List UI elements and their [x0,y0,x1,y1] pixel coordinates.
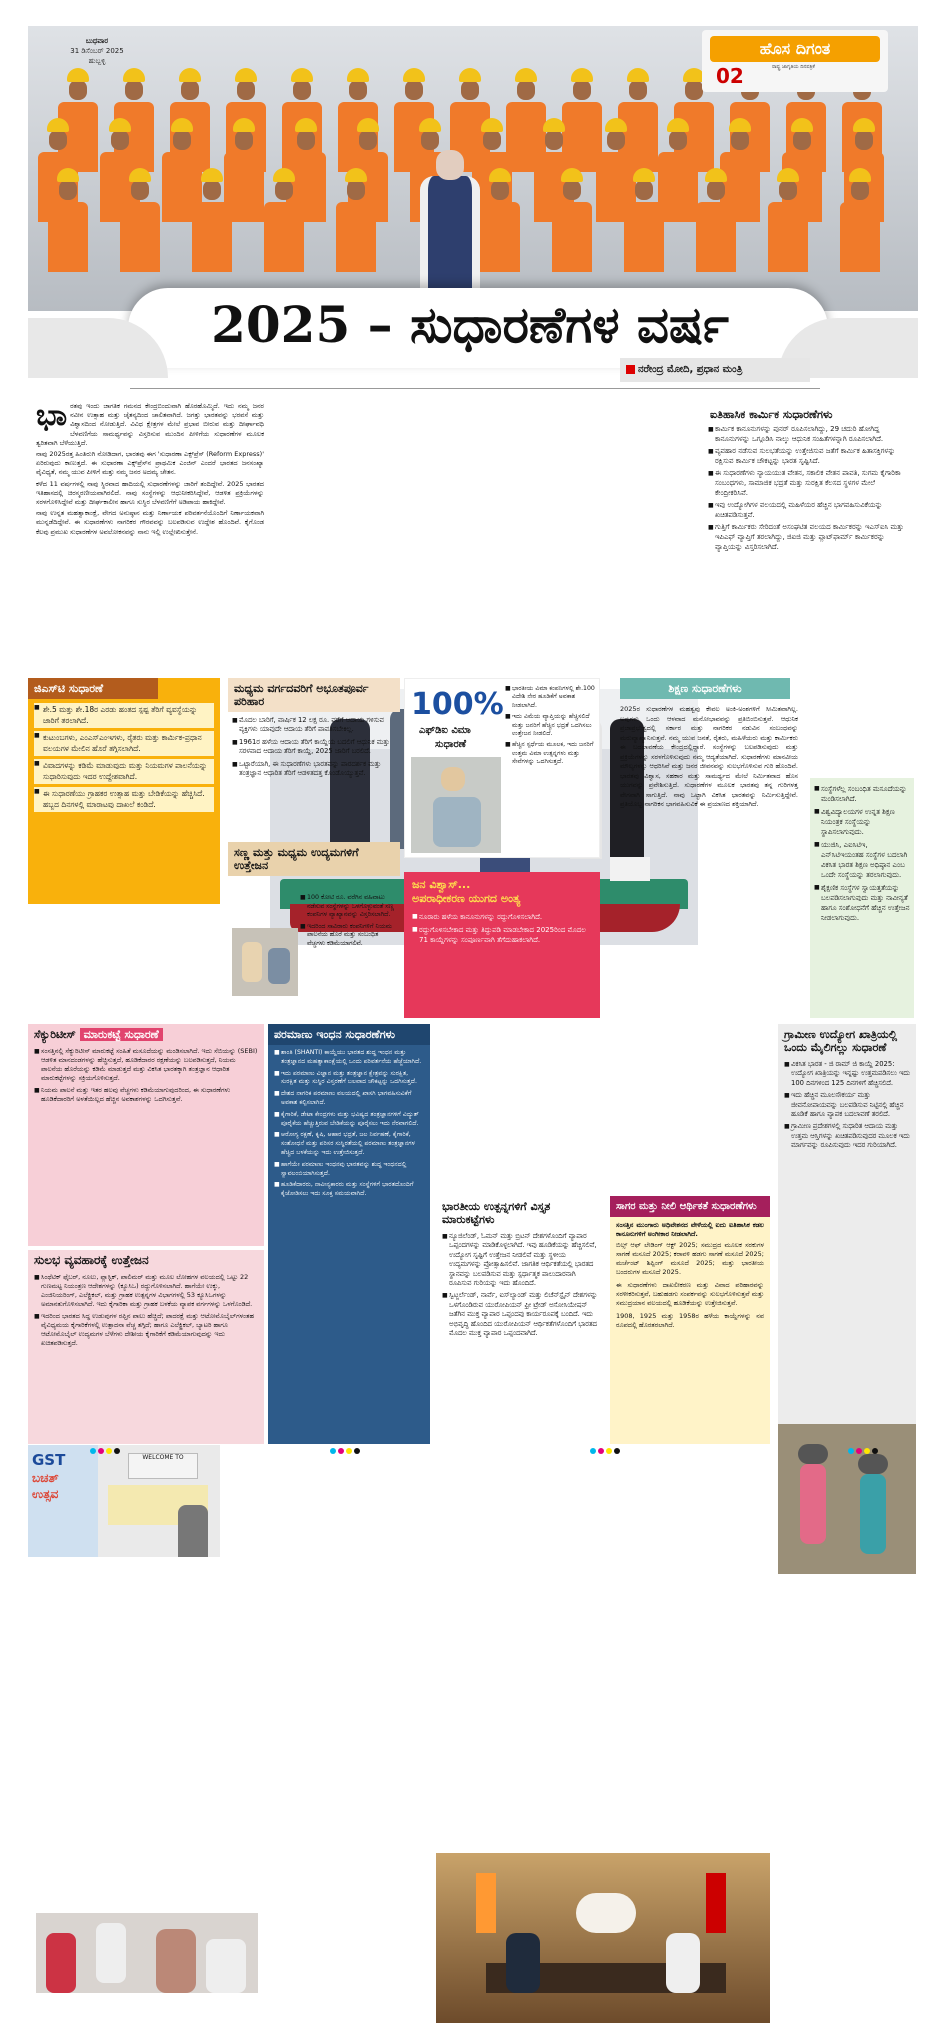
worker-vest [192,202,232,272]
intro-p4: ನಾವು ಉನ್ನತ ಮಹತ್ವಾಕಾಂಕ್ಷೆ, ವೇಗದ ಅನುಷ್ಠಾನ ಮತ್ತು ನಿರ್ಣಾಯಕ ಪರಿವರ್ತನೆಯೊಂದಿಗೆ ನಿರ್ಣಾಯಕವಾಗಿ ಮುನ್ನಡೆದಿದ್ದೇವೆ. ಈ ಸುಧಾರಣೆಗಳು ನಾಗರಿಕರ ಗೌರವವನ್ನು ಬಲಪಡಿಸುವ ಉದ್ದೇಶ ಹೊಂದಿವೆ. ಕೈಗೊಂಡ ಕೆಲವು ಪ್ರಮುಖ ಸುಧಾರಣೆಗಳ ಅವಲೋಕನವನ್ನು ನಾನು ಇಲ್ಲಿ ಉಲ್ಲೇಖಿಸುತ್ತೇನೆ. [36,509,264,536]
list-item: ■ ಗುತ್ತಿಗೆ ಕಾರ್ಮಿಕರು ಸೇರಿದಂತೆ ಅಸಂಘಟಿತ ವಲಯದ ಕಾರ್ಮಿಕರನ್ನು ಇಎಸ್‌ಐಸಿ ಮತ್ತು ಇಪಿಎಫ್ ವ್ಯಾಪ್ತಿಗೆ ತರಲಾಗಿದ್ದು, ಜಿಐಜಿ ಮತ್ತು ಪ್ಲಾಟ್‌ಫಾರ್ಮ್ ಕಾರ್ಮಿಕರನ್ನು ವ್ಯಾಪ್ತಿಯನ್ನು ವಿಸ್ತರಿಸಲಾಗಿದೆ. [708,523,910,552]
gst-banner-2: ಬಚತ್ [32,1471,59,1485]
worker-face [855,130,873,150]
nuclear-section [268,1024,430,1444]
list-item: ■ ಆರೋಗ್ಯ ರಕ್ಷಣೆ, ಕೃಷಿ, ಆಹಾರ ಭದ್ರತೆ, ಜಲ ನಿರ್ವಹಣೆ, ಕೈಗಾರಿಕೆ, ಸಂಶೋಧನೆ ಮತ್ತು ಪರಿಸರ ಸುಸ್ಥಿರತೆಯಲ್ಲಿ ಪರಮಾಣು ತಂತ್ರಜ್ಞಾನಗಳ ಹೆಚ್ಚಿದ ಬಳಕೆಯನ್ನು ಇದು ಉತ್ತೇಜಿಸುತ್ತದೆ. [274,1131,424,1157]
fdi-line2: ಸುಧಾರಣೆ [435,739,467,750]
jan-vishwas-list [404,906,600,945]
byline-marker-icon [626,365,635,374]
rural-title: ಗ್ರಾಮೀಣ ಉದ್ಯೋಗ ಖಾತ್ರಿಯಲ್ಲಿ ಒಂದು ಮೈಲಿಗಲ್ಲು ಸುಧಾರಣೆ [784,1028,898,1054]
msme-title: ಸಣ್ಣ ಮತ್ತು ಮಧ್ಯಮ ಉದ್ಯಮಗಳಿಗೆ ಉತ್ತೇಜನ [228,842,400,876]
worker-vest [840,202,880,272]
hard-hat-icon [627,68,649,82]
dateline-day: ಬುಧವಾರ [85,37,109,45]
worker-face [293,80,311,100]
nuclear-title: ಪರಮಾಣು ಇಂಧನ ಸುಧಾರಣೆಗಳು [268,1024,430,1045]
list-item: ■ ಕಾರ್ಮಿಕ ಕಾನೂನುಗಳನ್ನು ಪುನರ್ ರೂಪಿಸಲಾಗಿದ್ದು, 29 ಚದುರಿ ಹೋಗಿದ್ದ ಕಾನೂನುಗಳನ್ನು ಒಗ್ಗೂಡಿಸಿ ನಾಲ್ಕು ಆಧುನಿಕ ಸಂಹಿತೆಗಳನ್ನಾಗಿ ರೂಪಿಸಲಾಗಿದೆ. [708,425,910,444]
jan-vishwas-title1: ಜನ ವಿಶ್ವಾಸ್... [412,878,471,891]
dateline [52,36,142,66]
gst-photo [28,1445,220,1557]
worker-face [111,130,129,150]
intro-p2: ನಾವು 2025ರತ್ತ ಹಿಂತಿರುಗಿ ನೋಡಿದಾಗ, ಭಾರತವು ಈಗ 'ಸುಧಾರಣಾ ಎಕ್ಸ್‌ಪ್ರೆಸ್ (Reform Express)' ಏರಿರುವುದು ಕಾಣುತ್ತದೆ. ಈ ಸುಧಾರಣಾ ಎಕ್ಸ್‌ಪ್ರೆಸ್‌ನ ಪ್ರಾಥಮಿಕ ಎಂಜಿನ್ ಎಂದರೆ ಭಾರತದ ಜನಸಂಖ್ಯಾ ವೈವಿಧ್ಯತೆ, ನಮ್ಮ ಯುವ ಪೀಳಿಗೆ ಮತ್ತು ನಮ್ಮ ಜನರ ಅದಮ್ಯ ಚೇತನ. [36,450,264,477]
worker-face [851,180,869,200]
list-item: ■ ಮೊದಲ ಬಾರಿಗೆ, ವಾರ್ಷಿಕ 12 ಲಕ್ಷ ರೂ. ವರೆಗೆ ಆದಾಯ ಗಳಿಸುವ ವ್ಯಕ್ತಿಗಳು ಯಾವುದೇ ಆದಾಯ ತೆರಿಗೆ ಪಾವತಿಸಬೇಕಿಲ್ಲ. [232,716,396,735]
byline [620,358,810,382]
labour-section [704,404,914,660]
dateline-date: 31 ಡಿಸೆಂಬರ್ 2025 [70,47,124,55]
hard-hat-icon [459,68,481,82]
list-item: ■ ಇದು ಹೆಚ್ಚಿನ ಮೂಲಸೌಕರ್ಯ ಮತ್ತು ಜೀವನೋಪಾಯವನ್ನು ಬಲಪಡಿಸುವ ನಿಟ್ಟಿನಲ್ಲಿ ಹೆಚ್ಚಿನ ಹೂಡಿಕೆ ಹಾಗೂ ವ್ಯಾಪಕ ಬದಲಾವಣೆ ತರಲಿದೆ. [784,1091,910,1119]
worker-face [173,130,191,150]
worker-face [793,130,811,150]
masthead-logo: ಹೊಸ ದಿಗಂತ [710,36,880,62]
list-item: ■ ಇದರಿಂದ ಭಾರತದ ಸಿದ್ಧ ಉಡುಪುಗಳ ರಫ್ತಿನ ಪಾಲು ಹೆಚ್ಚಿದೆ; ಪಾದರಕ್ಷೆ ಮತ್ತು ಆಟೋಮೊಬೈಲ್‌ಗಳಂತಹ ವೈವಿಧ್ಯಮಯ ಕೈಗಾರಿಕೆಗಳಲ್ಲಿ ಉತ್ಪಾದನಾ ವೆಚ್ಚ ತಗ್ಗಿದೆ; ಹಾಗೂ ಎಲೆಕ್ಟ್ರಿಕಲ್, ಬ್ಯಾಟರಿ ಹಾಗೂ ಆಟೋಮೊಬೈಲ್ ಉದ್ಯಮಗಳ ಬೆಳೆಗಳು ದೇಶೀಯ ಕೈಗಾರಿಕೆಗೆ ಕಡಿಮೆಯಾಗುವುದನ್ನು ಇದು ಖಚಿತಪಡಿಸುತ್ತದೆ. [34,1312,258,1348]
list-item: ■ ನಿಯಮ ಪಾಲನೆ ಮತ್ತು ಇತರ ಹಲವು ವೆಚ್ಚಗಳು ಕಡಿಮೆಯಾಗುವುದರಿಂದ, ಈ ಸುಧಾರಣೆಗಳು ಹೂಡಿಕೆದಾರರಿಗೆ ಅಳತೆಯಿಲ್ಲದ ಹೆಚ್ಚಿನ ಅವಕಾಶಗಳನ್ನು ಒದಗಿಸುತ್ತವೆ. [34,1086,258,1104]
education-items-box [810,778,914,1018]
worker-face [669,130,687,150]
masthead [702,30,888,92]
hard-hat-icon [571,68,593,82]
worker-face [69,80,87,100]
gst-sign: WELCOME TO [128,1453,198,1479]
labour-list [704,425,914,552]
worker-vest [480,202,520,272]
list-item: ■ ವಿವಾದಗಳನ್ನು ಕಡಿಮೆ ಮಾಡುವುದು ಮತ್ತು ನಿಯಮಗಳ ಪಾಲನೆಯನ್ನು ಸುಧಾರಿಸುವುದು ಇದರ ಉದ್ದೇಶವಾಗಿದೆ. [34,759,214,784]
worker-face [629,80,647,100]
list-item: ■ ದೇಶದ ನಾಗರಿಕ ಪರಮಾಣು ವಲಯದಲ್ಲಿ ಖಾಸಗಿ ಭಾಗವಹಿಸುವಿಕೆಗೆ ಅವಕಾಶ ಕಲ್ಪಿಸಲಾಗಿದೆ. [274,1090,424,1108]
page-number: 02 [716,64,744,88]
worker-vest [658,152,698,222]
middleclass-title: ಮಧ್ಯಮ ವರ್ಗದವರಿಗೆ ಅಭೂತಪೂರ್ವ ಪರಿಹಾರ [228,678,400,712]
list-item: ■ ಸ್ವಿಟ್ಜರ್ಲೆಂಡ್, ನಾರ್ವೆ, ಐಸ್‌ಲ್ಯಾಂಡ್ ಮತ್ತು ಲಿಚೆನ್‌ಸ್ಟೈನ್ ದೇಶಗಳನ್ನು ಒಳಗೊಂಡಿರುವ ಯುರೋಪಿಯನ್ ಫ್ರೀ ಟ್ರೇಡ್ ಅಸೋಸಿಯೇಷನ್ ಜತೆಗಿನ ಮುಕ್ತ ವ್ಯಾಪಾರ ಒಪ್ಪಂದವು ಕಾರ್ಯರೂಪಕ್ಕೆ ಬಂದಿದೆ. ಇದು ಅಭಿವೃದ್ಧಿ ಹೊಂದಿದ ಯುರೋಪಿಯನ್ ಆರ್ಥಿಕತೆಗಳೊಂದಿಗೆ ಭಾರತದ ಮೊದಲ ಮುಕ್ತ ವ್ಯಾಪಾರ ಒಪ್ಪಂದವಾಗಿದೆ. [442,1291,600,1338]
list-item: ■ ಸಂಸ್ಥೆಗಳೆಲ್ಲ ಸಂಬಂಧಿತ ಮಸೂದೆಯನ್ನು ಮಂಡಿಸಲಾಗಿದೆ. [814,784,910,804]
factory-photo [36,1913,258,1993]
list-item: ■ ಈ ಸುಧಾರಣೆಯು ಗ್ರಾಹಕರ ಉತ್ಸಾಹ ಮತ್ತು ಬೇಡಿಕೆಯನ್ನು ಹೆಚ್ಚಿಸಿದೆ. ಹಬ್ಬದ ದಿನಗಳಲ್ಲಿ ಮಾರಾಟವು ದಾಖಲೆ ಕಂಡಿದೆ. [34,787,214,812]
products-list [436,1230,606,1338]
hard-hat-icon [515,68,537,82]
worker-face [125,80,143,100]
fdi-line1: ಎಫ್‌ಡಿಐ ವಿಮಾ [419,725,471,736]
list-item: ■ ಕುಟುಂಬಗಳು, ಎಂಎಸ್‌ಎಂಇಗಳು, ರೈತರು ಮತ್ತು ಕಾರ್ಮಿಕ-ಪ್ರಧಾನ ವಲಯಗಳ ಮೇಲಿನ ಹೊರೆ ತಗ್ಗಿಸಲಾಗಿದೆ. [34,731,214,756]
products-title: ಭಾರತೀಯ ಉತ್ಪನ್ನಗಳಿಗೆ ವಿಸ್ತೃತ ಮಾರುಕಟ್ಟೆಗಳು [442,1200,551,1226]
gst-list [28,699,220,812]
jan-vishwas-section [404,872,600,1018]
worker-face [131,180,149,200]
worker-face [779,180,797,200]
registration-marks-right [848,1448,878,1454]
worker-face [421,130,439,150]
list-item: ■ ಇದು ವಿಮೆಯ ವ್ಯಾಪ್ತಿಯನ್ನು ಹೆಚ್ಚಿಸಲಿದೆ ಮತ್ತು ಜನರಿಗೆ ಹೆಚ್ಚಿನ ಭದ್ರತೆ ಒದಗಿಸಲು ಉತ್ತೇಜನ ನೀಡಲಿದೆ. [505,713,597,738]
list-item: ■ ಈ ಸುಧಾರಣೆಗಳು ನ್ಯಾಯಯುತ ವೇತನ, ಸಕಾಲಿಕ ವೇತನ ಪಾವತಿ, ಸುಗಮ ಕೈಗಾರಿಕಾ ಸಂಬಂಧಗಳು, ಸಾಮಾಜಿಕ ಭದ್ರತೆ ಮತ್ತು ಸುರಕ್ಷಿತ ಕೆಲಸದ ಸ್ಥಳಗಳ ಮೇಲೆ ಕೇಂದ್ರೀಕರಿಸಿವೆ. [708,469,910,498]
list-item: ■ ವಿಕಸಿತ ಭಾರತ - ಜಿ ರಾಮ್ ಜಿ ಕಾಯ್ದೆ 2025: ಉದ್ಯೋಗ ಖಾತ್ರಿಯನ್ನು ಇನ್ನಷ್ಟು ಉತ್ತಮಪಡಿಸಲು ಇದು 100 ದಿನಗಳಿಂದ 125 ದಿನಗಳಿಗೆ ಹೆಚ್ಚಿಸಲಿದೆ. [784,1060,910,1088]
securities-title2: ಮಾರುಕಟ್ಟೆ ಸುಧಾರಣೆ [80,1028,163,1041]
worker-face [707,180,725,200]
worker-face [347,180,365,200]
worker-vest [552,202,592,272]
products-section [436,1196,606,1444]
fdi-coins-photo [411,757,501,853]
ocean-section [610,1196,770,1444]
middleclass-section [228,678,400,838]
registration-marks-left [90,1448,120,1454]
leader-face [436,150,464,180]
rural-workers-photo [778,1424,916,1574]
list-item: ■ ಹೆಚ್ಚಿನ ಸ್ಪರ್ಧೆಯ ಮೂಲಕ, ಇದು ಜನರಿಗೆ ಉತ್ತಮ ವಿಮಾ ಉತ್ಪನ್ನಗಳು ಮತ್ತು ಸೇವೆಗಳನ್ನು ಒದಗಿಸುತ್ತದೆ. [505,741,597,766]
list-item: ■ ಇದರಿಂದ ಸಾವಿರಾರು ಕಂಪನಿಗಳಿಗೆ ನಿಯಮ ಪಾಲನೆಯ ಹೊರೆ ಮತ್ತು ಸಂಬಂಧಿತ ವೆಚ್ಚಗಳು ಕಡಿಮೆಯಾಗಲಿವೆ. [300,923,398,949]
list-item: ■ ಶೈಕ್ಷಣಿಕ ಸಂಸ್ಥೆಗಳ ಸ್ವಾಯತ್ತತೆಯನ್ನು ಬಲಪಡಿಸಲಾಗುವುದು ಮತ್ತು ನಾವೀನ್ಯತೆ ಹಾಗೂ ಸಂಶೋಧನೆಗೆ ಹೆಚ್ಚಿನ ಉತ್ತೇಜನ ನೀಡಲಾಗುವುದು. [814,883,910,923]
registration-marks-midright [590,1448,620,1454]
intro-article [36,398,264,537]
list-item: ■ ಸಂಸತ್ತಿನಲ್ಲಿ ಸೆಕ್ಯುರಿಟೀಸ್ ಮಾರುಕಟ್ಟೆ ಸಂಹಿತೆ ಮಸೂದೆಯನ್ನು ಮಂಡಿಸಲಾಗಿದೆ. ಇದು ಸೆಬಿಯನ್ನು (SEBI) ಆಡಳಿತ ಮಾನದಂಡಗಳನ್ನು ಹೆಚ್ಚಿಸುತ್ತದೆ, ಹೂಡಿಕೆದಾರರ ರಕ್ಷಣೆಯನ್ನು ಬಲಪಡಿಸುತ್ತದೆ, ನಿಯಮ ಪಾಲನೆಯ ಹೊರೆಯನ್ನು ಕಡಿಮೆ ಮಾಡುತ್ತದೆ ಮತ್ತು ವಿಕಸಿತ ಭಾರತಕ್ಕಾಗಿ ತಂತ್ರಜ್ಞಾನ ಆಧಾರಿತ ಮಾರುಕಟ್ಟೆಗಳನ್ನು ಸಕ್ರಿಯಗೊಳಿಸುತ್ತದೆ. [34,1047,258,1083]
byline-text: ನರೇಂದ್ರ ಮೋದಿ, ಪ್ರಧಾನ ಮಂತ್ರಿ [638,364,743,375]
securities-title1: ಸೆಕ್ಯುರಿಟೀಸ್ [34,1028,76,1041]
middleclass-list [228,712,400,778]
securities-title [28,1024,264,1045]
worker-vest [336,202,376,272]
worker-face [59,180,77,200]
list-item: ■ ಇದು ಪರಮಾಣು ವಿಜ್ಞಾನ ಮತ್ತು ತಂತ್ರಜ್ಞಾನ ಕ್ಷೇತ್ರವನ್ನು ಸುರಕ್ಷಿತ, ಸುರಕ್ಷಿತ ಮತ್ತು ಸುಸ್ಥಿರ ವಿಸ್ತರಣೆಗೆ ಬಲವಾದ ಚೌಕಟ್ಟನ್ನು ಒದಗಿಸುತ್ತದೆ. [274,1070,424,1088]
list-item: ■ ವ್ಯವಹಾರ ನಡೆಸುವ ಸುಲಭತೆಯನ್ನು ಉತ್ತೇಜಿಸುವ ಜತೆಗೆ ಕಾರ್ಮಿಕ ಹಿತಾಸಕ್ತಿಗಳನ್ನು ರಕ್ಷಿಸುವ ಕಾರ್ಮಿಕ ಚೌಕಟ್ಟನ್ನು ಭಾರತ ಸೃಷ್ಟಿಸಿದೆ. [708,447,910,466]
worker-face [237,80,255,100]
worker-face [461,80,479,100]
dropcap: ಭಾ [36,398,68,433]
msme-list [300,894,398,952]
hard-hat-icon [179,68,201,82]
worker-face [635,180,653,200]
rural-list [778,1058,916,1151]
ocean-text3: 1908, 1925 ಮತ್ತು 1958ರ ಹಳೆಯ ಕಾಯ್ದೆಗಳನ್ನು ನವ ರೂಪದಲ್ಲಿ ಹೊರತರಲಾಗಿದೆ. [616,1312,764,1329]
meeting-photo [436,1853,770,2023]
education-title: ಶಿಕ್ಷಣ ಸುಧಾರಣೆಗಳು [620,678,790,699]
list-item: ■ ಗ್ರಾಮೀಣ ಪ್ರದೇಶಗಳಲ್ಲಿ ಸುಧಾರಿತ ಆದಾಯ ಮತ್ತು ಉತ್ತಮ ಆಸ್ತಿಗಳನ್ನು ಖಚಿತಪಡಿಸುವುದರ ಮೂಲಕ ಇದು ಮಾರ್ಗವನ್ನು ರೂಪಿಸುವುದು ಇದರ ಗುರಿಯಾಗಿದೆ. [784,1122,910,1150]
fdi-list [505,685,597,770]
worker-face [517,80,535,100]
gst-title: ಜಿಎಸ್‌ಟಿ ಸುಧಾರಣೆ [28,678,158,699]
registration-marks-mid [330,1448,360,1454]
business-section [28,1250,264,1444]
worker-vest [768,202,808,272]
nuclear-list [268,1045,430,1199]
list-item: ■ ಹೂಡಿಕೆದಾರರು, ನಾವೀನ್ಯಕಾರರು ಮತ್ತು ಸಂಸ್ಥೆಗಳಿಗೆ ಭಾರತದೊಂದಿಗೆ ಕೈಜೋಡಿಸಲು ಇದು ಸೂಕ್ತ ಸಮಯವಾಗಿದೆ. [274,1181,424,1199]
intro-p3: ಕಳೆದ 11 ವರ್ಷಗಳಲ್ಲಿ ನಾವು ಸ್ಥಿರವಾದ ಹಾದಿಯಲ್ಲಿ ಸುಧಾರಣೆಗಳನ್ನು ಜಾರಿಗೆ ತಂದಿದ್ದೇವೆ. 2025 ಭಾರತದ ಇತಿಹಾಸದಲ್ಲಿ ಚಿರಸ್ಮರಣೀಯವಾಗಿರಲಿದೆ. ನಾವು ಸಂಸ್ಥೆಗಳನ್ನು ಆಧುನೀಕರಿಸಿದ್ದೇವೆ, ಆಡಳಿತ ಪ್ರಕ್ರಿಯೆಗಳನ್ನು ಸರಳಗೊಳಿಸಿದ್ದೇವೆ ಮತ್ತು ದೀರ್ಘಕಾಲೀನ ಹಾಗೂ ಸುಸ್ಥಿರ ಬೆಳವಣಿಗೆಗೆ ಅಡಿಪಾಯ ಹಾಕಿದ್ದೇವೆ. [36,479,264,507]
securities-list [28,1045,264,1104]
gst-section [28,678,220,904]
education-items-list [810,778,914,923]
gst-banner-1: GST [32,1451,66,1469]
gst-banner-3: ಉತ್ಸವ [32,1487,59,1501]
hard-hat-icon [201,168,223,182]
worker-face [235,130,253,150]
worker-face [607,130,625,150]
labour-title: ಐತಿಹಾಸಿಕ ಕಾರ್ಮಿಕ ಸುಧಾರಣೆಗಳು [710,408,833,421]
worker-face [297,130,315,150]
worker-vest [624,202,664,272]
hard-hat-icon [291,68,313,82]
worker-face [49,130,67,150]
list-item: ■ ಸಿಂಥೆಟಿಕ್ ಫೈಬರ್, ನೂಲು, ಪ್ಲಾಸ್ಟಿಕ್, ಪಾಲಿಮರ್ ಮತ್ತು ಮೂಲ ಲೋಹಗಳ ವಲಯದಲ್ಲಿ ಒಟ್ಟು 22 ಗುಣಮಟ್ಟ ನಿಯಂತ್ರಣ ಆದೇಶಗಳನ್ನು (ಕ್ಯೂಸಿಒ) ರದ್ದುಗೊಳಿಸಲಾಗಿದೆ. ಹಾಗೆಯೇ ಉಕ್ಕು, ಎಂಜಿನಿಯರಿಂಗ್, ಎಲೆಕ್ಟ್ರಿಕಲ್, ಮತ್ತು ಗ್ರಾಹಕ ಉತ್ಪನ್ನಗಳ ವಿಭಾಗಗಳಲ್ಲಿ 53 ಕ್ಯೂಸಿಒಗಳನ್ನು ಅಮಾನತುಗೊಳಿಸಲಾಗಿದೆ. ಇದು ಕೈಗಾರಿಕಾ ಮತ್ತು ಗ್ರಾಹಕ ಬಳಕೆಯ ವ್ಯಾಪಕ ವರ್ಗಗಳನ್ನು ಒಳಗೊಂಡಿದೆ. [34,1273,258,1309]
worker-face [573,80,591,100]
hard-hat-icon [123,68,145,82]
worker-face [731,130,749,150]
ocean-text2: ಈ ಸುಧಾರಣೆಗಳು ದಾಖಲೀಕರಣ ಮತ್ತು ವಿವಾದ ಪರಿಹಾರವನ್ನು ಸರಳೀಕರಿಸುತ್ತವೆ, ಬಹುಹಡಗು ಸಂಪರ್ಕವನ್ನು ಸುಲಭಗೊಳಿಸುತ್ತವೆ ಮತ್ತು ಸಮುದ್ರಯಾನ ವಲಯದಲ್ಲಿ ಹೂಡಿಕೆಯನ್ನು ಉತ್ತೇಜಿಸುತ್ತವೆ. [616,1281,764,1307]
list-item: ■ ರದ್ದುಗೊಳಿಸಬೇಕಾದ ಮತ್ತು ತಿದ್ದುಪಡಿ ಮಾಡಬೇಕಾದ 2025ರಿಂದ ಮೊದಲ 71 ಕಾಯ್ದೆಗಳನ್ನು ಸಂಪೂರ್ಣವಾಗಿ ತೆಗೆದುಹಾಕಲಾಗಿದೆ. [412,925,592,945]
list-item: ■ ಶೇ.5 ಮತ್ತು ಶೇ.18ರ ಎರಡು ಹಂತದ ಸ್ಪಷ್ಟ ತೆರಿಗೆ ವ್ಯವಸ್ಥೆಯನ್ನು ಜಾರಿಗೆ ತರಲಾಗಿದೆ. [34,703,214,728]
education-text: 2025ರ ಸುಧಾರಣೆಗಳ ಮಹತ್ವವು ಕೇವಲ ಅಂಕಿ-ಅಂಶಗಳಿಗೆ ಸೀಮಿತವಾಗಿಲ್ಲ. ಅವುಗಳು ಒಂದು ಆಳವಾದ ಮನೋಭಾವವನ್ನು ಪ್ರತಿಬಿಂಬಿಸುತ್ತವೆ. ಆಧುನಿಕ ಪ್ರಜಾಪ್ರಭುತ್ವದಲ್ಲಿ ಸರ್ಕಾರ ಮತ್ತು ನಾಗರಿಕರ ನಡುವಿನ ಸಂಬಂಧವನ್ನು ಮರುವ್ಯಾಖ್ಯಾನಿಸುತ್ತವೆ. ನಮ್ಮ ಯುವ ಜನತೆ, ರೈತರು, ಮಹಿಳೆಯರು ಮತ್ತು ಕಾರ್ಮಿಕರು ಈ ಬದಲಾವಣೆಯ ಕೇಂದ್ರದಲ್ಲಿದ್ದಾರೆ. ಸಂಸ್ಥೆಗಳನ್ನು ಬಲಪಡಿಸುವುದು ಮತ್ತು ಪ್ರಕ್ರಿಯೆಗಳನ್ನು ಸರಳಗೊಳಿಸುವುದು ನಮ್ಮ ಆದ್ಯತೆಯಾಗಿದೆ. ಸುಧಾರಣೆಗಳು ಮಾನವೀಯ ಮೌಲ್ಯಗಳನ್ನು ಆಧರಿಸಿವೆ ಮತ್ತು ಜನರ ಜೀವನವನ್ನು ಸುಲಭಗೊಳಿಸುವ ಗುರಿ ಹೊಂದಿವೆ. ಭಾರತವು ವಿಶ್ವಾಸ, ಸಹಕಾರ ಮತ್ತು ಸಾಮರ್ಥ್ಯದ ಮೇಲೆ ನಿರ್ಮಿತವಾದ ಹೊಸ ಯುಗವನ್ನು ಪ್ರವೇಶಿಸುತ್ತಿದೆ. ಸುಧಾರಣೆಗಳ ಮೂಲಕ ಭಾರತವು ತನ್ನ ಗುರಿಗಳತ್ತ ವೇಗವಾಗಿ ಸಾಗುತ್ತಿದೆ. ನಾವು ಒಟ್ಟಾಗಿ ವಿಕಸಿತ ಭಾರತವನ್ನು ನಿರ್ಮಿಸುತ್ತಿದ್ದೇವೆ. ಪ್ರತಿಯೊಬ್ಬ ನಾಗರಿಕನ ಭಾಗವಹಿಸುವಿಕೆ ಈ ಪ್ರಯಾಣದ ಶಕ್ತಿಯಾಗಿದೆ. [620,705,798,808]
worker-vest [120,202,160,272]
hard-hat-icon [67,68,89,82]
list-item: ■ ಭಾರತೀಯ ವಿಮಾ ಕಂಪನಿಗಳಲ್ಲಿ ಶೇ.100 ವಿದೇಶಿ ನೇರ ಹೂಡಿಕೆಗೆ ಅವಕಾಶ ನೀಡಲಾಗಿದೆ. [505,685,597,710]
hard-hat-icon [347,68,369,82]
msme-section [228,842,400,1018]
hard-hat-icon [419,118,441,132]
worker-face [491,180,509,200]
worker-face [181,80,199,100]
list-item: ■ ಯುಜಿಸಿ, ಎಐಸಿಟಿಇ, ಎನ್‌ಸಿಟಿಇಯಂತಹ ಸಂಸ್ಥೆಗಳ ಬದಲಾಗಿ ವಿಕಸಿತ ಭಾರತ ಶಿಕ್ಷಣ ಅಧಿಷ್ಠಾನ ಎಂಬ ಒಂದೇ ಸಂಸ್ಥೆಯನ್ನು ತರಲಾಗುವುದು. [814,840,910,880]
worker-face [275,180,293,200]
intro-p1: ರತವು ಇಂದು ಜಾಗತಿಕ ಗಮನದ ಕೇಂದ್ರಬಿಂದುವಾಗಿ ಹೊರಹೊಮ್ಮಿದೆ. ಇದು ನಮ್ಮ ಜನರ ನವೀನ ಉತ್ಸಾಹ ಮತ್ತು ಚೈತನ್ಯದಿಂದ ಚಾಲಿತವಾಗಿದೆ. ಜಗತ್ತು ಭಾರತವನ್ನು ಭರವಸೆ ಮತ್ತು ವಿಶ್ವಾಸದಿಂದ ನೋಡುತ್ತಿದೆ. ವಿವಿಧ ಕ್ಷೇತ್ರಗಳ ಮೇಲೆ ಪ್ರಭಾವ ಬೀರುವ ಮತ್ತು ದೀರ್ಘಾವಧಿ ಬೆಳವಣಿಗೆಯ ಸಾಮರ್ಥ್ಯವನ್ನು ವಿಸ್ತರಿಸುವ ಮುಂದಿನ ಪೀಳಿಗೆಯ ಸುಧಾರಣೆಗಳ ಮೂಲಕ ತ್ವರಿತವಾಗಿ ಬೆಳೆಯುತ್ತಿದೆ. [36,402,264,447]
education-section [606,678,806,1018]
headline: 2025 – ಸುಧಾರಣೆಗಳ ವರ್ಷ [211,295,729,354]
securities-section [28,1024,264,1246]
list-item: ■ ವಿಶ್ವವಿದ್ಯಾಲಯಗಳ ಉನ್ನತ ಶಿಕ್ಷಣ ನಿಯಂತ್ರಕ ಸಂಸ್ಥೆಯನ್ನು ಸ್ಥಾಪಿಸಲಾಗುವುದು. [814,807,910,837]
business-title: ಸುಲಭ ವ್ಯವಹಾರಕ್ಕೆ ಉತ್ತೇಜನ [34,1253,149,1267]
worker-face [685,80,703,100]
masthead-tagline: ರಾಷ್ಟ್ರ ಜಾಗೃತಿಯ ದಿನಪತ್ರಿಕೆ [772,64,815,70]
worker-face [545,130,563,150]
worker-face [203,180,221,200]
list-item: ■ ಹಾಗೆಯೇ ಪರಮಾಣು ಇಂಧನವು ಭಾರತವನ್ನು ಶುದ್ಧ ಇಂಧನದಲ್ಲಿ ಸ್ವಾವಲಂಬಿಯಾಗಿಸುತ್ತದೆ. [274,1161,424,1179]
worker-face [405,80,423,100]
list-item: ■ ಕೈಗಾರಿಕೆ, ಡೇಟಾ ಕೇಂದ್ರಗಳು ಮತ್ತು ಭವಿಷ್ಯದ ತಂತ್ರಜ್ಞಾನಗಳಿಗೆ ವಿದ್ಯುತ್ ಪೂರೈಕೆಯ ಹೆಚ್ಚುತ್ತಿರುವ ಬೇಡಿಕೆಯನ್ನು ಪೂರೈಸಲು ಇದು ನೆರವಾಗಲಿದೆ. [274,1111,424,1129]
business-list [28,1271,264,1348]
hard-hat-icon [403,68,425,82]
ocean-lead: ಸಂಸತ್ತಿನ ಮುಂಗಾರು ಅಧಿವೇಶನದ ವೇಳೆಯಲ್ಲಿ ಐದು ಐತಿಹಾಸಿಕ ಕಡಲ ಕಾನೂನುಗಳಿಗೆ ಅಂಗೀಕಾರ ನೀಡಲಾಗಿದೆ. [616,1221,764,1238]
msme-photo [232,928,298,996]
list-item: ■ ನ್ಯೂಜಿಲೆಂಡ್, ಓಮನ್ ಮತ್ತು ಬ್ರಿಟನ್ ದೇಶಗಳೊಂದಿಗೆ ವ್ಯಾಪಾರ ಒಪ್ಪಂದಗಳನ್ನು ಮಾಡಿಕೊಳ್ಳಲಾಗಿದೆ. ಇವು ಹೂಡಿಕೆಯನ್ನು ಹೆಚ್ಚಿಸಲಿವೆ, ಉದ್ಯೋಗ ಸೃಷ್ಟಿಗೆ ಉತ್ತೇಜನ ನೀಡಲಿವೆ ಮತ್ತು ಸ್ಥಳೀಯ ಉದ್ಯಮಗಳನ್ನು ಪ್ರೋತ್ಸಾಹಿಸಲಿವೆ. ಜಾಗತಿಕ ಆರ್ಥಿಕತೆಯಲ್ಲಿ ಭಾರತದ ಸ್ಥಾನವನ್ನು ಬಲಪಡಿಸುವ ಮತ್ತು ಸ್ಪರ್ಧಾತ್ಮಕ ಪಾಲುದಾರನಾಗಿ ರೂಪಿಸುವ ಗುರಿಯನ್ನು ಇದು ಹೊಂದಿದೆ. [442,1232,600,1288]
worker-face [483,130,501,150]
ocean-text: ಬಿಲ್ಸ್ ಆಫ್ ಲೇಡಿಂಗ್ ಆಕ್ಟ್ 2025; ಸಮುದ್ರದ ಮೂಲಕ ಸರಕುಗಳ ಸಾಗಣೆ ಮಸೂದೆ 2025; ಕರಾವಳಿ ಹಡಗು ಸಾಗಣೆ ಮಸೂದೆ 2025; ಮರ್ಚೆಂಟ್ ಶಿಪ್ಪಿಂಗ್ ಮಸೂದೆ 2025; ಮತ್ತು ಭಾರತೀಯ ಬಂದರುಗಳ ಮಸೂದೆ 2025. [616,1241,764,1276]
worker-face [563,180,581,200]
rural-section [778,1024,916,1444]
fdi-big-number: 100% [411,687,504,722]
jan-vishwas-title2: ಅಪರಾಧೀಕರಣ ಯುಗದ ಅಂತ್ಯ [412,892,521,905]
list-item: ■ ಶಾಂತಿ (SHANTI) ಕಾಯ್ದೆಯು ಭಾರತದ ಶುದ್ಧ ಇಂಧನ ಮತ್ತು ತಂತ್ರಜ್ಞಾನದ ಮಹತ್ವಾಕಾಂಕ್ಷೆಯಲ್ಲಿ ಒಂದು ಪರಿವರ್ತನೆಯ ಹೆಜ್ಜೆಯಾಗಿದೆ. [274,1049,424,1067]
list-item: ■ 100 ಕೋಟಿ ರೂ. ವರೆಗಿನ ವಹಿವಾಟು ನಡೆಸುವ ಸಂಸ್ಥೆಗಳನ್ನು ಒಳಗೊಳ್ಳುವಂತೆ ಸಣ್ಣ ಕಂಪನಿಗಳ ವ್ಯಾಖ್ಯಾನವನ್ನು ವಿಸ್ತರಿಸಲಾಗಿದೆ. [300,894,398,920]
worker-vest [48,202,88,272]
dateline-city: ಹುಬ್ಬಳ್ಳಿ [88,57,106,65]
list-item: ■ ಇವು ಉದ್ಯೋಗಿಗಳ ವಲಯದಲ್ಲಿ ಮಹಿಳೆಯರ ಹೆಚ್ಚಿನ ಭಾಗವಹಿಸುವಿಕೆಯನ್ನು ಖಚಿತಪಡಿಸುತ್ತವೆ. [708,501,910,520]
fdi-section [404,678,600,858]
worker-vest [264,202,304,272]
worker-vest [696,202,736,272]
worker-face [359,130,377,150]
hard-hat-icon [481,118,503,132]
list-item: ■ 1961ರ ಹಳೆಯ ಆದಾಯ ತೆರಿಗೆ ಕಾಯ್ದೆಯ ಬದಲಿಗೆ ಆಧುನಿಕ ಮತ್ತು ಸರಳವಾದ ಆದಾಯ ತೆರಿಗೆ ಕಾಯ್ದೆ, 2025 ಜಾರಿಗೆ ಬರಲಿದೆ. [232,738,396,757]
worker-face [349,80,367,100]
list-item: ■ ನೂರಾರು ಹಳೆಯ ಕಾನೂನುಗಳನ್ನು ರದ್ದುಗೊಳಿಸಲಾಗಿದೆ. [412,912,592,922]
hard-hat-icon [235,68,257,82]
list-item: ■ ಒಟ್ಟಾರೆಯಾಗಿ, ಈ ಸುಧಾರಣೆಗಳು ಭಾರತವನ್ನು ಪಾರದರ್ಶಕ ಮತ್ತು ತಂತ್ರಜ್ಞಾನ ಆಧಾರಿತ ತೆರಿಗೆ ಆಡಳಿತದತ್ತ ಕೊಂಡೊಯ್ಯುತ್ತವೆ. [232,760,396,779]
ocean-title: ಸಾಗರ ಮತ್ತು ನೀಲಿ ಆರ್ಥಿಕತೆ ಸುಧಾರಣೆಗಳು [610,1196,770,1217]
